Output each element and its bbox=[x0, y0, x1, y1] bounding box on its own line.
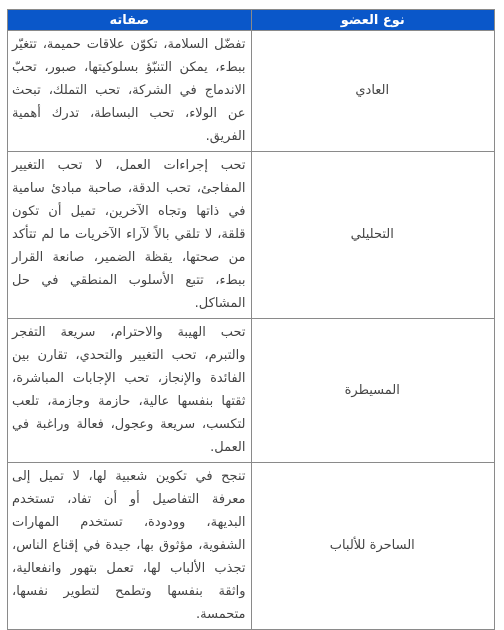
traits-cell: تنجح في تكوين شعبية لها، لا تميل إلى معرفة التفاصيل أو أن تفاد، تستخدم البديهة، وودودة، تستخدم المهارات الشفوية، مؤثوق بها، جيدة في إقناع الناس، تجذب الألباب لها، تعمل بتهور وانفعالية، واثقة بنفسها وتطمح لتطوير نفسها، متحمسة. bbox=[8, 463, 252, 630]
traits-cell: تحب الهيبة والاحترام، سريعة التفجر والتبرم، تحب التغيير والتحدي، تقارن بين الفائدة والإنجاز، تحب الإجابات المباشرة، ثقتها بنفسها عالية، حازمة وجازمة، تلعب لتكسب، سريعة وعجول، فعالة وراغبة في العمل. bbox=[8, 319, 252, 463]
table-row bbox=[8, 463, 495, 630]
member-type-cell: المسيطرة bbox=[251, 319, 495, 463]
member-types-table bbox=[7, 9, 495, 630]
header-member-type: نوع العضو bbox=[251, 10, 495, 31]
traits-cell: تفضّل السلامة، تكوّن علاقات حميمة، تتغيّر ببطء، يمكن التنبّؤ بسلوكيتها، صبور، تحبّ الاندماج في الشركة، تحب التملك، تبحث عن الولاء، تحب البساطة، تدرك أهمية الفريق. bbox=[8, 31, 252, 152]
table-row bbox=[8, 31, 495, 152]
header-traits: صفاته bbox=[8, 10, 252, 31]
member-type-cell: العادي bbox=[251, 31, 495, 152]
table-row bbox=[8, 152, 495, 319]
member-type-cell: الساحرة للألباب bbox=[251, 463, 495, 630]
traits-cell: تحب إجراءات العمل، لا تحب التغيير المفاجئ، تحب الدقة، صاحبة مبادئ سامية في ذاتها وتجاه الآخرين، تميل أن تكون قلقة، لا تلقي بالاً لآراء الآخريات ما لم تتأكد من صحتها، يقظة الضمير، صانعة القرار ببطء، تتبع الأسلوب المنطقي في حل المشاكل. bbox=[8, 152, 252, 319]
table-row bbox=[8, 319, 495, 463]
table-header-row bbox=[8, 10, 495, 31]
member-type-cell: التحليلي bbox=[251, 152, 495, 319]
members-table-container bbox=[7, 9, 495, 630]
